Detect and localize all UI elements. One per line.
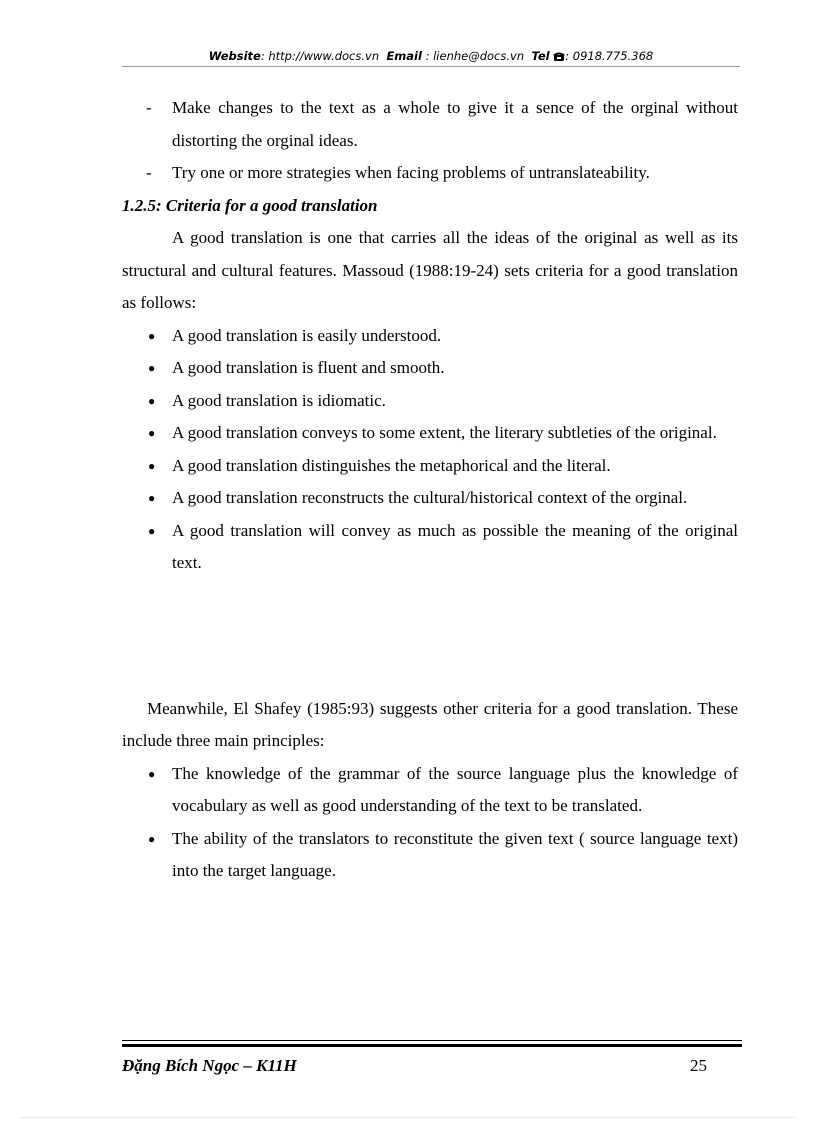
dash-marker: - bbox=[146, 98, 152, 117]
bullet-icon: ● bbox=[148, 328, 156, 343]
dash-list bbox=[122, 92, 738, 190]
phone-icon bbox=[553, 49, 565, 63]
body-text bbox=[122, 92, 738, 888]
section-heading: 1.2.5: Criteria for a good translation bbox=[122, 195, 378, 215]
list-item: ● The knowledge of the grammar of the source language plus the knowledge of vocabulary as well as good understanding of the text to be translated. bbox=[122, 758, 738, 823]
intro-paragraph: A good translation is one that carries all the ideas of the original as well as its structural and cultural features. Massoud (1988:19-24) sets criteria for a good translation as follows: bbox=[122, 228, 738, 312]
page-header bbox=[122, 48, 740, 64]
list-item: ● A good translation will convey as much as possible the meaning of the original text. bbox=[122, 515, 738, 580]
bullet-icon: ● bbox=[148, 426, 156, 440]
website-value: : http://www.docs.vn bbox=[260, 49, 380, 63]
bullet-icon: ● bbox=[148, 766, 156, 781]
website-label: Website bbox=[208, 49, 261, 63]
second-paragraph: Meanwhile, El Shafey (1985:93) suggests other criteria for a good translation. These include three main principles: bbox=[122, 698, 738, 750]
footer-author: Đặng Bích Ngọc – K11H bbox=[122, 1056, 297, 1075]
tel-value: : 0918.775.368 bbox=[565, 49, 654, 63]
page-bottom-edge bbox=[20, 1117, 796, 1118]
blank-space bbox=[122, 580, 738, 693]
tel-label: Tel bbox=[531, 49, 550, 63]
bullet-icon: ● bbox=[148, 491, 156, 505]
bullet-icon: ● bbox=[148, 523, 156, 538]
page-number: 25 bbox=[690, 1056, 707, 1075]
header-divider bbox=[122, 66, 740, 67]
list-item: ● A good translation is fluent and smooth. bbox=[122, 352, 738, 385]
list-item: - Try one or more strategies when facing problems of untranslateability. bbox=[122, 157, 738, 190]
dash-marker: - bbox=[146, 163, 152, 182]
list-item: ● A good translation reconstructs the cultural/historical context of the orginal. bbox=[122, 482, 738, 515]
list-item: ● A good translation distinguishes the metaphorical and the literal. bbox=[122, 450, 738, 483]
bullet-icon: ● bbox=[148, 361, 156, 375]
bullet-icon: ● bbox=[148, 831, 156, 846]
bullet-icon: ● bbox=[148, 458, 156, 473]
email-label: Email bbox=[386, 49, 422, 63]
list-item: ● A good translation is easily understood. bbox=[122, 320, 738, 353]
email-value: : lienhe@docs.vn bbox=[425, 49, 525, 63]
list-item: ● A good translation is idiomatic. bbox=[122, 385, 738, 418]
bullet-icon: ● bbox=[148, 393, 156, 408]
footer-divider bbox=[122, 1040, 742, 1047]
list-item: ● The ability of the translators to reconstitute the given text ( source language text) into the target language. bbox=[122, 823, 738, 888]
list-item: ● A good translation conveys to some extent, the literary subtleties of the original. bbox=[122, 417, 738, 450]
criteria-list bbox=[122, 320, 738, 580]
list-item: - Make changes to the text as a whole to give it a sence of the orginal without distorting the orginal ideas. bbox=[122, 92, 738, 157]
principles-list bbox=[122, 758, 738, 888]
